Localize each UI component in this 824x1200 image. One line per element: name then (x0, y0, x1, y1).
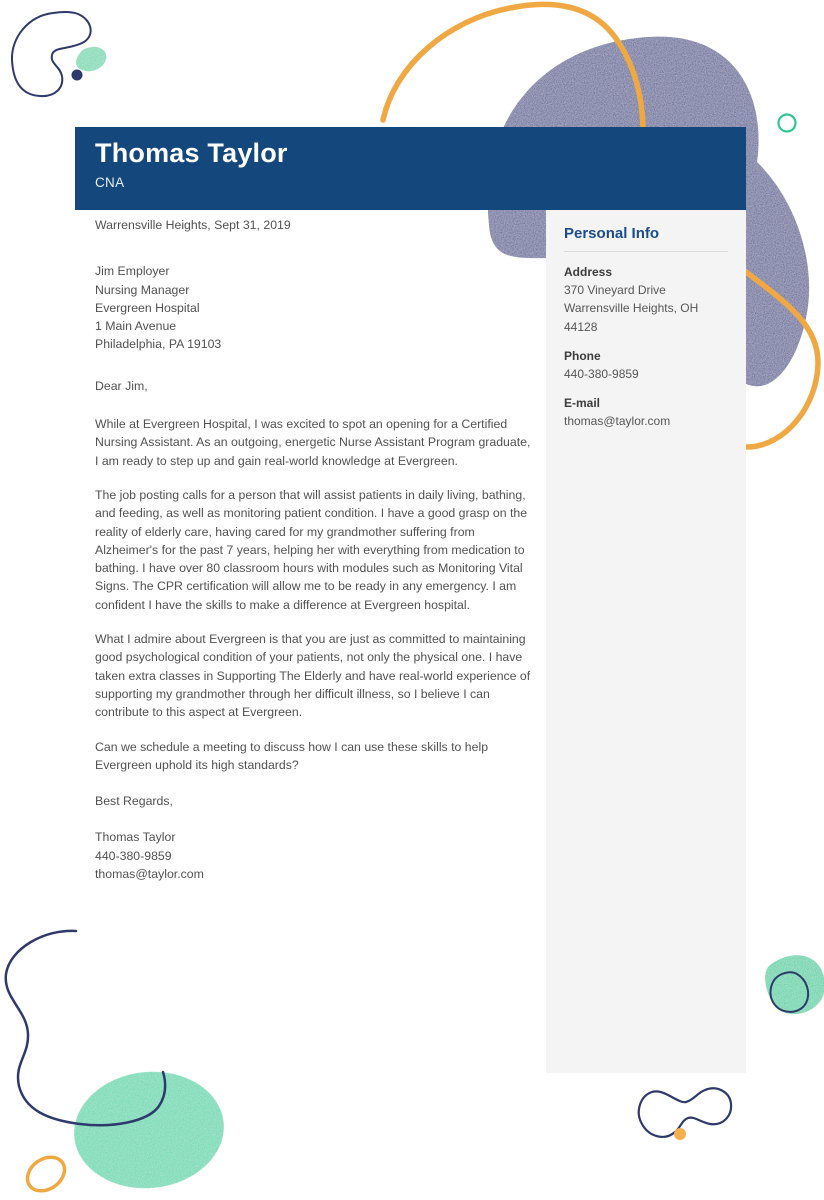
person-job-title: CNA (95, 175, 125, 190)
sidebar-heading: Personal Info (564, 225, 728, 252)
navy-dot-top-left-shape (72, 70, 83, 81)
email-label: E-mail (564, 396, 601, 411)
signature-email: thomas@taylor.com (95, 867, 204, 882)
signature-name: Thomas Taylor (95, 830, 176, 845)
navy-peanut-outline-shape (639, 1088, 731, 1136)
yellow-egg-ring-shape (21, 1150, 71, 1198)
address-label: Address (564, 265, 613, 279)
teal-ring-shape (779, 115, 796, 132)
letter-paragraph: Can we schedule a meeting to discuss how I can use these skills to help Evergreen uphold its high standards? (95, 739, 489, 772)
letter-paragraph: The job posting calls for a person that will assist patients in daily living, bathing, and feeding, as well as monitoring patient condition. I have a good grasp on the reality of elderly care, having cared for my grandmother suffering from Alzheimer's for the past 7 years, helping her with everything from medication to bathing. I have over 80 classroom hours with modules such as Monitoring Vital Signs. The CPR certification will allow me to be ready in any emergency. I am confident I have the skills to make a difference at Evergreen hospital. (95, 487, 528, 612)
phone-label: Phone (564, 348, 601, 363)
recipient-line: Evergreen Hospital (95, 300, 200, 315)
teal-blob-top-left-shape (76, 47, 106, 71)
closing-line: Best Regards, (95, 794, 173, 809)
document-header (75, 127, 746, 210)
address-line: 370 Vineyard Drive (564, 283, 666, 297)
person-name: Thomas Taylor (95, 138, 288, 168)
recipient-line: Nursing Manager (95, 282, 190, 297)
cover-letter-body (95, 216, 531, 883)
phone-value: 440-380-9859 (564, 366, 639, 381)
signature-block (95, 828, 531, 883)
teal-circle-bottom-left-shape (68, 1064, 229, 1195)
recipient-line: Jim Employer (95, 264, 170, 279)
address-line: Warrensville Heights, OH 44128 (564, 301, 699, 334)
salutation: Dear Jim, (95, 378, 148, 393)
letter-paragraph: While at Evergreen Hospital, I was excited to spot an opening for a Certified Nursing Assistant. As an outgoing, energetic Nurse Assistant Program graduate, I am ready to step up and gain real-world knowledge at Evergreen. (95, 417, 531, 468)
letter-paragraph: What I admire about Evergreen is that you are just as committed to maintaining good psychological condition of your patients, not only the physical one. I have taken extra classes in Supporting The Elderly and have real-world experience of supporting my grandmother through her difficult illness, so I believe I can contribute to this aspect at Evergreen. (95, 632, 531, 720)
email-value: thomas@taylor.com (564, 414, 671, 429)
personal-info-sidebar (546, 210, 746, 1073)
navy-outline-blob-top-left-shape (12, 12, 91, 96)
recipient-line: 1 Main Avenue (95, 319, 177, 334)
recipient-block (95, 262, 531, 353)
date-line: Warrensville Heights, Sept 31, 2019 (95, 218, 291, 232)
recipient-line: Philadelphia, PA 19103 (95, 337, 222, 352)
orange-dot-bottom-right-shape (674, 1128, 686, 1140)
signature-phone: 440-380-9859 (95, 848, 172, 863)
